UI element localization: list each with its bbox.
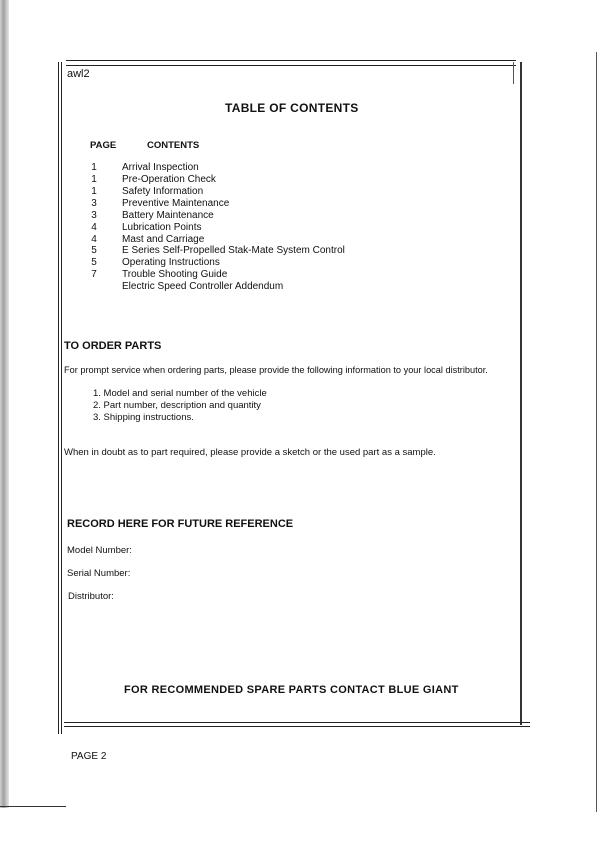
page-number: PAGE 2	[71, 751, 107, 762]
toc-page-number: 1	[91, 162, 97, 173]
frame-top-border	[66, 60, 516, 66]
document-code: awl2	[67, 68, 90, 80]
toc-entry: Arrival Inspection	[122, 162, 199, 173]
toc-page-number: 4	[91, 234, 97, 245]
frame-bottom-border	[64, 722, 530, 727]
toc-title: TABLE OF CONTENTS	[225, 101, 359, 115]
toc-col-page: PAGE	[90, 140, 117, 151]
toc-page-number: 3	[91, 210, 97, 221]
toc-entry: Safety Information	[122, 186, 204, 197]
toc-entry: Trouble Shooting Guide	[122, 269, 228, 280]
scan-edge	[0, 0, 9, 808]
serial-number-label: Serial Number:	[67, 568, 131, 579]
scan-bottom-line	[0, 806, 66, 807]
toc-entry: Electric Speed Controller Addendum	[122, 281, 284, 292]
toc-entry: Pre-Operation Check	[122, 174, 216, 185]
toc-entry: Battery Maintenance	[122, 210, 214, 221]
order-parts-heading: TO ORDER PARTS	[64, 340, 162, 352]
toc-page-number: 4	[91, 222, 97, 233]
distributor-label: Distributor:	[68, 591, 114, 602]
model-number-label: Model Number:	[67, 545, 132, 556]
toc-page-number: 7	[91, 269, 97, 280]
toc-page-number: 3	[91, 198, 97, 209]
order-item: 1. Model and serial number of the vehicle	[93, 388, 267, 399]
order-parts-intro: For prompt service when ordering parts, please provide the following information to your local distributor.	[64, 365, 488, 375]
record-heading: RECORD HERE FOR FUTURE REFERENCE	[67, 518, 294, 530]
toc-page-number: 5	[91, 245, 97, 256]
toc-page-number: 1	[91, 174, 97, 185]
frame-left-line-inner	[61, 62, 62, 734]
toc-col-contents: CONTENTS	[147, 140, 200, 151]
page-right-edge	[596, 52, 597, 812]
order-item: 3. Shipping instructions.	[93, 412, 194, 423]
toc-entry: Mast and Carriage	[122, 234, 205, 245]
frame-left-line	[58, 62, 59, 734]
frame-corner-tick	[513, 62, 514, 84]
spare-parts-note: FOR RECOMMENDED SPARE PARTS CONTACT BLUE GIANT	[124, 684, 459, 696]
toc-entry: Preventive Maintenance	[122, 198, 230, 209]
frame-right-border	[520, 62, 522, 725]
toc-page-number: 1	[91, 186, 97, 197]
toc-page-number: 5	[91, 257, 97, 268]
toc-entry: Lubrication Points	[122, 222, 202, 233]
toc-entry: Operating Instructions	[122, 257, 220, 268]
order-item: 2. Part number, description and quantity	[93, 400, 261, 411]
order-parts-note: When in doubt as to part required, please provide a sketch or the used part as a sample.	[64, 447, 436, 458]
toc-entry: E Series Self-Propelled Stak-Mate System Control	[122, 245, 345, 256]
